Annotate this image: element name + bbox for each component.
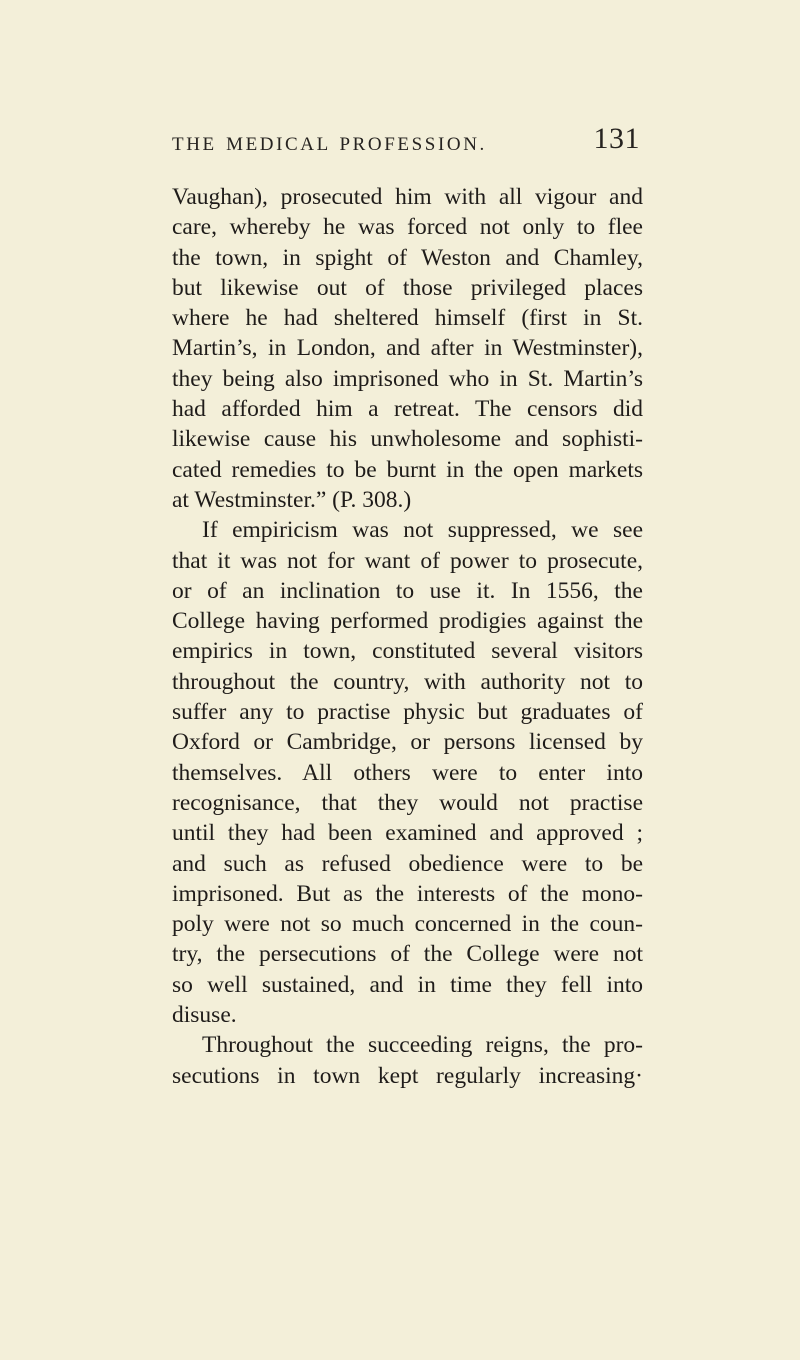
text-line: recognisance, that they would not practise [172, 789, 643, 816]
text-line: where he had sheltered himself (first in St. [172, 305, 643, 332]
text-line: College having performed prodigies against the [172, 608, 643, 635]
text-line: throughout the country, with authority not to [172, 668, 643, 695]
text-line: care, whereby he was forced not only to flee [172, 214, 643, 241]
text-line: but likewise out of those privileged places [172, 274, 643, 301]
text-line: Oxford or Cambridge, or persons licensed by [172, 729, 643, 756]
text-line: at Westminster.” (P. 308.) [172, 486, 412, 513]
paragraph-start-line: If empiricism was not suppressed, we see [202, 517, 643, 544]
text-line: Vaughan), prosecuted him with all vigour and [172, 184, 643, 210]
text-line: likewise cause his unwholesome and sophisti- [172, 426, 643, 453]
text-line: poly were not so much concerned in the coun- [172, 911, 643, 938]
running-head [172, 122, 640, 162]
text-line: cated remedies to be burnt in the open markets [172, 456, 643, 483]
text-line: the town, in spight of Weston and Chamley, [172, 244, 643, 271]
text-line: secutions in town kept regularly increasing· [172, 1062, 643, 1089]
text-line: try, the persecutions of the College were not [172, 941, 643, 968]
paragraph-start-line: Throughout the succeeding reigns, the pro- [202, 1032, 643, 1059]
text-line: so well sustained, and in time they fell into [172, 971, 643, 998]
text-line: themselves. All others were to enter into [172, 759, 643, 786]
text-line: suffer any to practise physic but graduates of [172, 699, 643, 726]
text-line: and such as refused obedience were to be [172, 850, 643, 877]
text-line: that it was not for want of power to prosecute, [172, 547, 643, 574]
text-line: they being also imprisoned who in St. Martin’s [172, 365, 643, 392]
text-line: imprisoned. But as the interests of the mono- [172, 880, 643, 907]
text-line: empirics in town, constituted several visitors [172, 638, 643, 665]
text-line: or of an inclination to use it. In 1556, the [172, 577, 643, 604]
text-line: until they had been examined and approved ; [172, 820, 643, 847]
body-text [172, 182, 643, 1091]
text-line: had afforded him a retreat. The censors did [172, 396, 643, 423]
text-line: Martin’s, in London, and after in Westminster), [172, 335, 643, 362]
text-line: disuse. [172, 1002, 237, 1029]
running-title: THE MEDICAL PROFESSION. [172, 134, 487, 155]
page-number: 131 [593, 122, 640, 155]
